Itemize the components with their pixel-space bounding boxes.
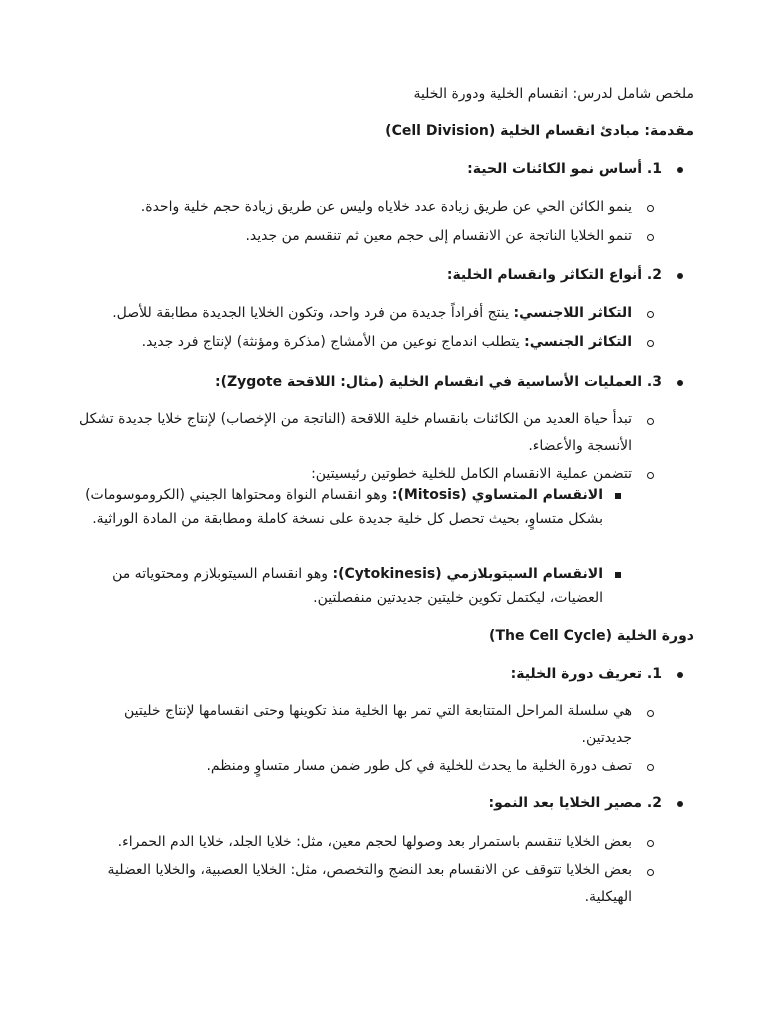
bullet-square	[615, 572, 621, 578]
bullet-circle	[647, 234, 654, 241]
list-item: بعض الخلايا تنقسم باستمرار بعد وصولها لحجم معين، مثل: خلايا الجلد، خلايا الدم الحمراء.	[117, 834, 632, 850]
definition-mitosis: وهو انقسام النواة ومحتواها الجيني (الكروموسومات) بشكل متساوٍ، بحيث تحصل كل خلية جديدة على نسخة كاملة ومطابقة من المادة الوراثية.	[85, 487, 603, 527]
bullet-circle	[647, 710, 654, 717]
definition-sexual: يتطلب اندماج نوعين من الأمشاج (مذكرة ومؤنثة) لإنتاج فرد جديد.	[141, 334, 525, 350]
bullet-dot	[677, 273, 683, 279]
section-heading-growth: 1. أساس نمو الكائنات الحية:	[467, 161, 662, 177]
definition-asexual: ينتج أفراداً جديدة من فرد واحد، وتكون الخلايا الجديدة مطابقة للأصل.	[112, 305, 514, 321]
term-asexual: التكاثر اللاجنسي:	[513, 305, 632, 321]
bullet-circle	[647, 418, 654, 425]
list-item: تبدأ حياة العديد من الكائنات بانقسام خلية اللاقحة (الناتجة من الإخصاب) لإنتاج خلايا جديدة تشكل الأنسجة والأعضاء.	[78, 411, 632, 454]
section-heading-definition: 1. تعريف دورة الخلية:	[510, 666, 662, 682]
term-cytokinesis: الانقسام السيتوبلازمي (Cytokinesis):	[332, 566, 603, 582]
cell-cycle-heading: دورة الخلية (The Cell Cycle)	[489, 628, 694, 644]
term-mitosis: الانقسام المتساوي (Mitosis):	[391, 487, 603, 503]
definition-cytokinesis: وهو انقسام السيتوبلازم ومحتوياته من العضيات، ليكتمل تكوين خليتين جديدتين منفصلتين.	[112, 566, 603, 606]
bullet-circle	[647, 472, 654, 479]
section-heading-fate: 2. مصير الخلايا بعد النمو:	[488, 795, 662, 811]
section-heading-processes: 3. العمليات الأساسية في انقسام الخلية (مثال: اللاقحة Zygote):	[215, 374, 662, 390]
bullet-dot	[677, 672, 683, 678]
list-item: بعض الخلايا تتوقف عن الانقسام بعد النضج والتخصص، مثل: الخلايا العصبية، والخلايا العضلية الهيكلية.	[107, 862, 632, 905]
term-sexual: التكاثر الجنسي:	[524, 334, 632, 350]
bullet-circle	[647, 205, 654, 212]
list-item: ينمو الكائن الحي عن طريق زيادة عدد خلاياه وليس عن طريق زيادة حجم خلية واحدة.	[140, 199, 632, 215]
list-item-cytokinesis	[73, 562, 603, 610]
bullet-circle	[647, 764, 654, 771]
bullet-circle	[647, 340, 654, 347]
list-item-sexual	[142, 328, 632, 357]
list-item: تنمو الخلايا الناتجة عن الانقسام إلى حجم معين ثم تنقسم من جديد.	[245, 228, 632, 244]
bullet-circle	[647, 311, 654, 318]
section-heading-reproduction: 2. أنواع التكاثر وانقسام الخلية:	[446, 267, 662, 283]
bullet-dot	[677, 380, 683, 386]
list-item-asexual	[112, 299, 632, 328]
document-title: ملخص شامل لدرس: انقسام الخلية ودورة الخلية	[413, 86, 694, 102]
bullet-circle	[647, 869, 654, 876]
bullet-dot	[677, 167, 683, 173]
list-item: تتضمن عملية الانقسام الكامل للخلية خطوتين رئيسيتين:	[311, 466, 632, 482]
bullet-dot	[677, 801, 683, 807]
bullet-square	[615, 493, 621, 499]
list-item: تصف دورة الخلية ما يحدث للخلية في كل طور ضمن مسار متساوٍ ومنظم.	[206, 758, 632, 774]
list-item-mitosis	[73, 483, 603, 531]
list-item: هي سلسلة المراحل المتتابعة التي تمر بها الخلية منذ تكوينها وحتى انقسامها لإنتاج خليتين جديدتين.	[123, 703, 632, 746]
intro-heading: مقدمة: مبادئ انقسام الخلية (Cell Division)	[385, 123, 694, 139]
bullet-circle	[647, 840, 654, 847]
